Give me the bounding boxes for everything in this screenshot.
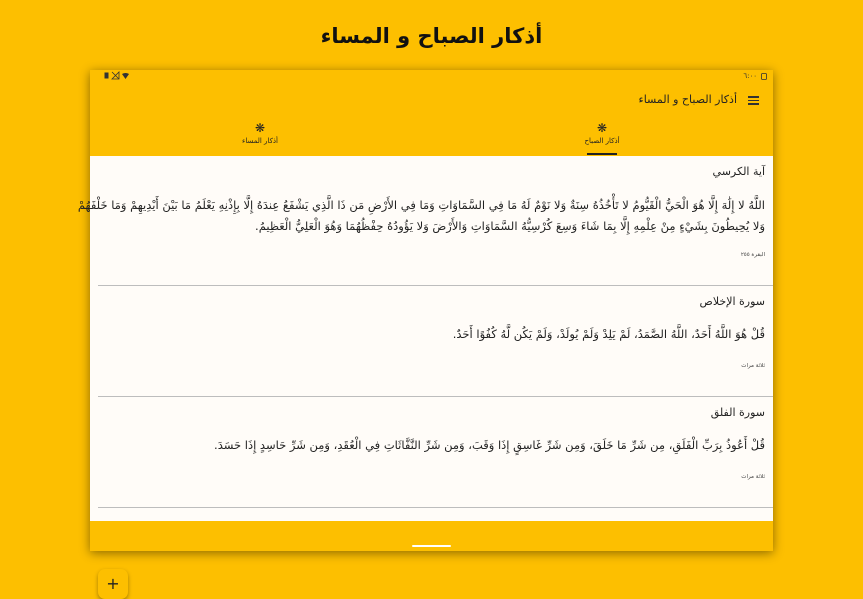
zikr-text-line: اللَّهُ لا إِلَٰهَ إِلَّا هُوَ الْحَيُّ الْقَيُّومُ لا تَأْخُذُهُ سِنَةٌ وَلا نَوْمٌ لَهُ مَا فِي السَّمَاوَاتِ وَمَا فِي الأَرْضِ مَن ذَا الَّذِي يَشْفَعُ عِندَهُ إِلَّا بِإِذْنِهِ يَعْلَمُ مَا بَيْنَ أَيْدِيهِمْ وَمَا خَلْفَهُمْ xyxy=(77,198,765,212)
status-icons xyxy=(104,72,129,79)
zikr-count: ثلاثة مرات xyxy=(741,363,765,369)
app-bar xyxy=(90,88,773,114)
status-time: ٦:٠٠ xyxy=(743,72,757,80)
zikr-count: ثلاثة مرات xyxy=(741,474,765,480)
hamburger-menu-icon[interactable] xyxy=(748,96,759,105)
add-icon: + xyxy=(106,574,120,593)
add-button[interactable] xyxy=(98,569,128,599)
status-bar xyxy=(90,70,773,84)
system-nav-bar xyxy=(90,521,773,551)
tab-evening-azkar[interactable] xyxy=(160,118,360,156)
tab-evening-label: أذكار المساء xyxy=(242,137,278,145)
wifi-icon xyxy=(122,73,129,79)
notification-icon xyxy=(761,73,767,80)
no-signal-icon xyxy=(112,72,119,79)
zikr-text: قُلْ هُوَ اللَّهُ أَحَدٌ، اللَّهُ الصَّمَدُ، لَمْ يَلِدْ وَلَمْ يُولَدْ، وَلَمْ يَكُن لَّهُ كُفُوًا أَحَدٌ. xyxy=(452,327,765,341)
azkar-icon: ❋ xyxy=(596,121,608,135)
list-item[interactable] xyxy=(77,156,773,286)
azkar-list[interactable] xyxy=(77,156,773,593)
page-title: أذكار الصباح و المساء xyxy=(320,24,543,48)
home-gesture-handle[interactable] xyxy=(412,545,451,547)
tab-morning-label: أذكار الصباح xyxy=(584,137,620,145)
zikr-title: آية الكرسي xyxy=(712,165,765,178)
list-item[interactable] xyxy=(98,286,773,397)
tab-bar xyxy=(90,118,773,156)
zikr-text: قُلْ أَعُوذُ بِرَبِّ الْفَلَقِ، مِن شَرِّ مَا خَلَقَ، وَمِن شَرِّ غَاسِقٍ إِذَا وَقَبَ، وَمِن شَرِّ النَّفَّاثَاتِ فِي الْعُقَدِ، وَمِن شَرِّ حَاسِدٍ إِذَا حَسَدَ. xyxy=(214,438,765,452)
tab-morning-azkar[interactable] xyxy=(502,118,702,156)
status-right xyxy=(743,72,767,80)
device-frame xyxy=(77,70,773,593)
tab-selected-indicator xyxy=(587,153,617,155)
azkar-icon: ❋ xyxy=(254,121,266,135)
zikr-text-line: وَلا يُحِيطُونَ بِشَيْءٍ مِنْ عِلْمِهِ إِلَّا بِمَا شَاءَ وَسِعَ كُرْسِيُّهُ السَّمَاوَاتِ وَالأَرْضَ وَلا يَؤُودُهُ حِفْظُهُمَا وَهُوَ الْعَلِيُّ الْعَظِيمُ. xyxy=(255,219,765,233)
zikr-count: البقرة ٢٥٥ xyxy=(740,252,765,258)
battery-icon xyxy=(104,72,109,79)
zikr-title: سورة الإخلاص xyxy=(699,295,765,308)
list-item[interactable] xyxy=(98,397,773,508)
zikr-title: سورة الفلق xyxy=(710,406,765,419)
zikr-text xyxy=(78,195,765,237)
divider xyxy=(98,507,773,508)
app-title: أذكار الصباح و المساء xyxy=(638,93,737,106)
